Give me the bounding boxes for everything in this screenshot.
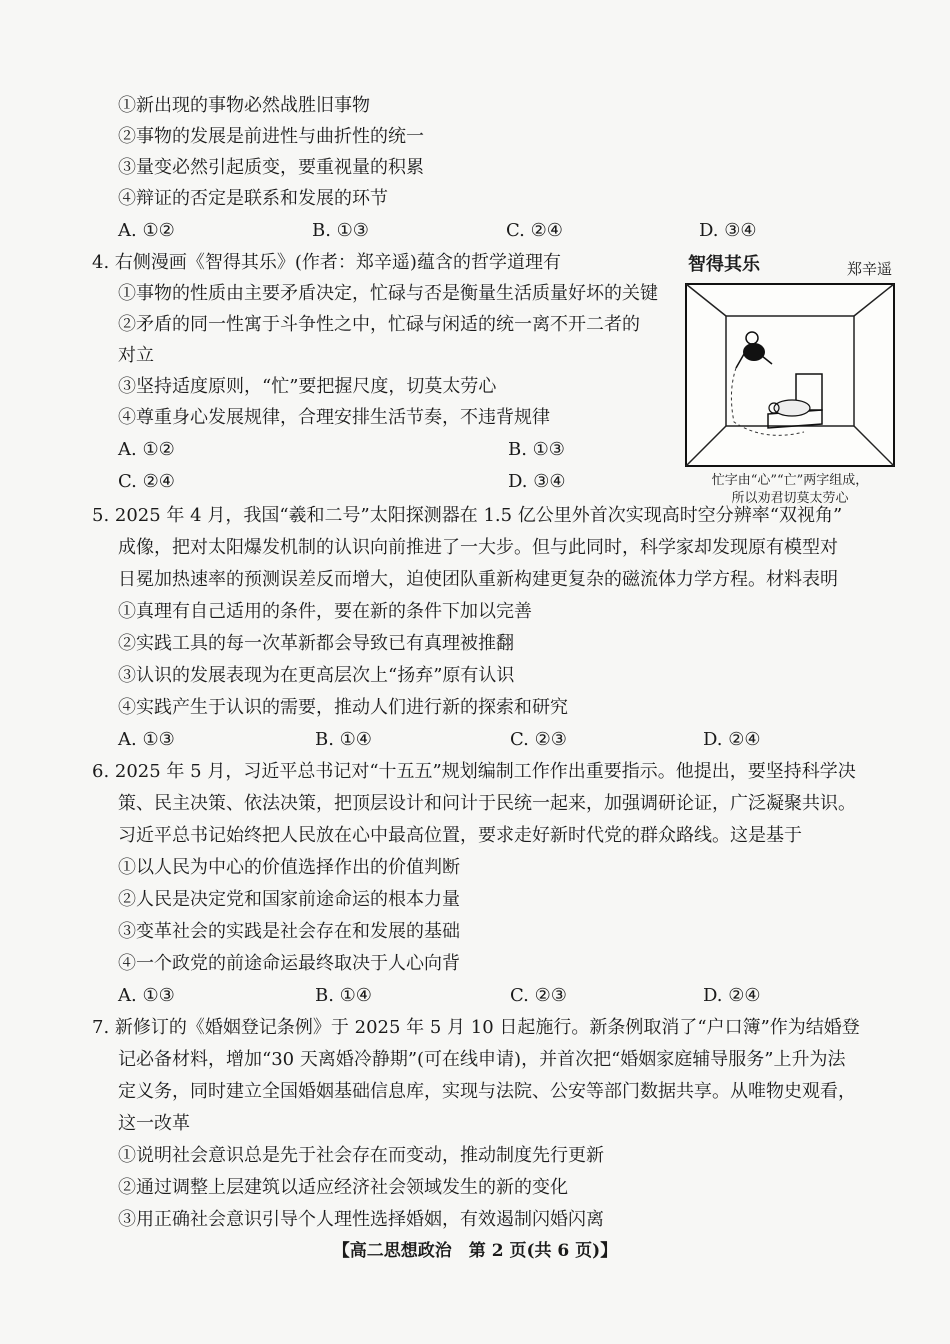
q5-choice-d: D. ②④ bbox=[703, 729, 761, 750]
page-footer: 【高二思想政治 第 2 页(共 6 页)】 bbox=[332, 1241, 618, 1261]
q5-option-2: ②实践工具的每一次革新都会导致已有真理被推翻 bbox=[118, 633, 514, 654]
q7-stem-line-4: 这一改革 bbox=[118, 1113, 190, 1134]
q4-choice-b: B. ①③ bbox=[508, 439, 565, 460]
q6-option-1: ①以人民为中心的价值选择作出的价值判断 bbox=[118, 857, 460, 878]
q7-option-1: ①说明社会意识总是先于社会存在而变动，推动制度先行更新 bbox=[118, 1145, 604, 1166]
comic-title: 智得其乐 bbox=[688, 254, 760, 275]
q6-stem-line-1: 6. 2025 年 5 月，习近平总书记对“十五五”规划编制工作作出重要指示。他提出，要坚持科学决 bbox=[92, 761, 856, 782]
q5-option-3: ③认识的发展表现为在更高层次上“扬弃”原有认识 bbox=[118, 665, 515, 686]
q4-choice-a: A. ①② bbox=[118, 439, 175, 460]
q3-choice-b: B. ①③ bbox=[312, 220, 369, 241]
comic-caption-line-1: 忙字由“心”“亡”两字组成， bbox=[711, 473, 869, 488]
q5-stem-line-1: 5. 2025 年 4 月，我国“羲和二号”太阳探测器在 1.5 亿公里外首次实现高时空分辨率“双视角” bbox=[92, 505, 843, 526]
q4-option-2-cont: 对立 bbox=[118, 345, 154, 366]
q6-stem-line-3: 习近平总书记始终把人民放在心中最高位置，要求走好新时代党的群众路线。这是基于 bbox=[118, 825, 802, 846]
q3-choice-c: C. ②④ bbox=[506, 220, 563, 241]
q6-stem-line-2: 策、民主决策、依法决策，把顶层设计和问计于民统一起来，加强调研论证，广泛凝聚共识。 bbox=[118, 793, 856, 814]
q6-choice-a: A. ①③ bbox=[118, 985, 175, 1006]
q6-choice-b: B. ①④ bbox=[315, 985, 372, 1006]
q5-option-4: ④实践产生于认识的需要，推动人们进行新的探索和研究 bbox=[118, 697, 568, 718]
q6-choice-d: D. ②④ bbox=[703, 985, 761, 1006]
q4-option-1: ①事物的性质由主要矛盾决定，忙碌与否是衡量生活质量好坏的关键 bbox=[118, 283, 658, 304]
q3-option-3: ③量变必然引起质变，要重视量的积累 bbox=[118, 157, 424, 178]
q4-choice-d: D. ③④ bbox=[508, 471, 566, 492]
q3-option-4: ④辩证的否定是联系和发展的环节 bbox=[118, 188, 388, 209]
q5-stem-line-2: 成像，把对太阳爆发机制的认识向前推进了一大步。但与此同时，科学家却发现原有模型对 bbox=[118, 537, 838, 558]
q6-choice-c: C. ②③ bbox=[510, 985, 567, 1006]
q5-option-1: ①真理有自己适用的条件，要在新的条件下加以完善 bbox=[118, 601, 532, 622]
q5-stem-line-3: 日冕加热速率的预测误差反而增大，迫使团队重新构建更复杂的磁流体力学方程。材料表明 bbox=[118, 569, 838, 590]
q4-option-3: ③坚持适度原则，“忙”要把握尺度，切莫太劳心 bbox=[118, 376, 497, 397]
q7-option-2: ②通过调整上层建筑以适应经济社会领域发生的新的变化 bbox=[118, 1177, 568, 1198]
q4-stem: 4. 右侧漫画《智得其乐》(作者：郑辛遥)蕴含的哲学道理有 bbox=[92, 252, 561, 273]
q7-option-3: ③用正确社会意识引导个人理性选择婚姻，有效遏制闪婚闪离 bbox=[118, 1209, 604, 1230]
comic bbox=[684, 250, 896, 508]
q5-choice-b: B. ①④ bbox=[315, 729, 372, 750]
comic-caption-line-2: 所以劝君切莫太劳心 bbox=[731, 491, 849, 506]
q5-choice-c: C. ②③ bbox=[510, 729, 567, 750]
q3-option-1: ①新出现的事物必然战胜旧事物 bbox=[118, 95, 370, 116]
q4-choice-c: C. ②④ bbox=[118, 471, 175, 492]
q3-choice-a: A. ①② bbox=[118, 220, 175, 241]
q6-option-2: ②人民是决定党和国家前途命运的根本力量 bbox=[118, 889, 460, 910]
comic-illustration bbox=[684, 282, 896, 468]
q4-option-4: ④尊重身心发展规律，合理安排生活节奏，不违背规律 bbox=[118, 407, 550, 428]
q6-option-4: ④一个政党的前途命运最终取决于人心向背 bbox=[118, 953, 460, 974]
q3-option-2: ②事物的发展是前进性与曲折性的统一 bbox=[118, 126, 424, 147]
q5-choice-a: A. ①③ bbox=[118, 729, 175, 750]
comic-author: 郑辛遥 bbox=[846, 260, 892, 278]
q7-stem-line-3: 定义务，同时建立全国婚姻基础信息库，实现与法院、公安等部门数据共享。从唯物史观看， bbox=[118, 1081, 856, 1102]
q6-option-3: ③变革社会的实践是社会存在和发展的基础 bbox=[118, 921, 460, 942]
q4-option-2: ②矛盾的同一性寓于斗争性之中，忙碌与闲适的统一离不开二者的 bbox=[118, 314, 640, 335]
q3-choice-d: D. ③④ bbox=[699, 220, 757, 241]
q7-stem-line-1: 7. 新修订的《婚姻登记条例》于 2025 年 5 月 10 日起施行。新条例取消了“户口簿”作为结婚登 bbox=[92, 1017, 860, 1038]
q7-stem-line-2: 记必备材料，增加“30 天离婚冷静期”(可在线申请)，并首次把“婚姻家庭辅导服务”上升为法 bbox=[118, 1049, 846, 1070]
